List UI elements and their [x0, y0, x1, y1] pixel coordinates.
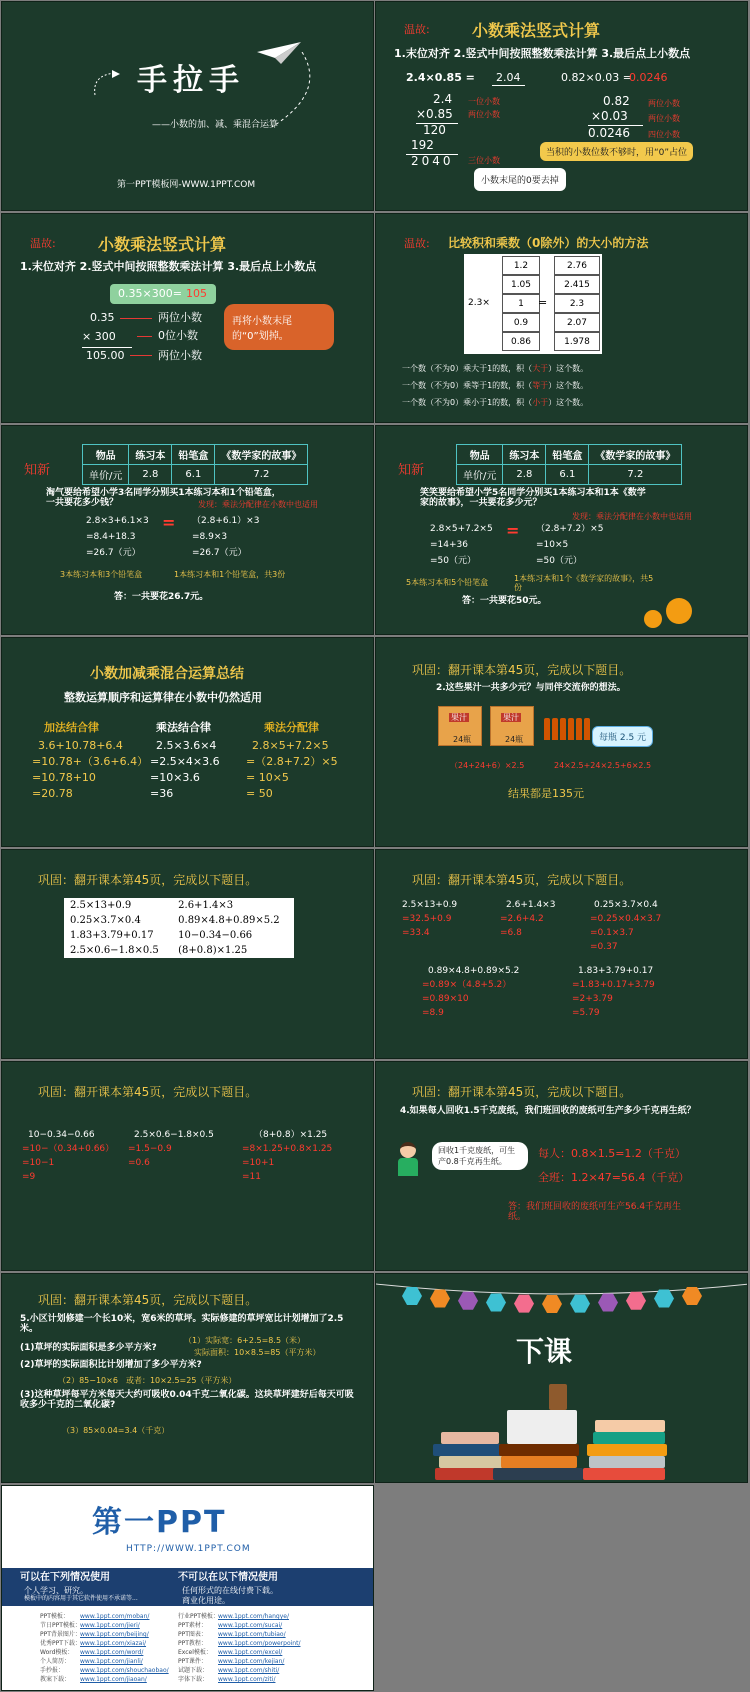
- left-column: [502, 256, 540, 351]
- equation-2-answer: 0.0246: [629, 71, 668, 84]
- decimal-note: 一位小数: [468, 97, 500, 106]
- exercise-step: =11: [242, 1172, 261, 1182]
- link-row: [40, 1630, 169, 1639]
- slide-exercise-answers-2[interactable]: [1, 1061, 374, 1271]
- discovery-note: 发现：乘法分配律在小数中也适用: [198, 500, 318, 509]
- link-url[interactable]: www.1ppt.com/excel/: [218, 1649, 283, 1656]
- law-heading: 乘法分配律: [264, 721, 319, 734]
- slide-title-text: 手拉手: [137, 63, 245, 98]
- slide-heading: 巩固：翻开课本第45页，完成以下题目。: [412, 873, 632, 887]
- exercise-table: [64, 898, 294, 958]
- link-label: PPT图表：: [178, 1631, 207, 1638]
- link-row: [178, 1657, 300, 1666]
- explanation-note: 1本练习本和1个《数学家的故事》，共5份: [514, 574, 654, 593]
- can-use-item: 模板中的内容用于其它软件使用不承诺等...: [24, 1595, 138, 1602]
- slide-title-text: 下课: [516, 1335, 573, 1368]
- table-header-cell: 练习本: [503, 445, 546, 465]
- law-line: = 50: [246, 787, 273, 800]
- explanation-note: 5本练习本和5个铅笔盒: [406, 578, 489, 587]
- link-label: 优秀PPT下载：: [40, 1640, 81, 1647]
- slide-compare-product[interactable]: [375, 213, 748, 423]
- link-row: [40, 1648, 169, 1657]
- link-label: 个人简历：: [40, 1658, 71, 1665]
- right-column: [554, 256, 600, 351]
- slide-vertical-multiplication[interactable]: [375, 1, 748, 211]
- exercise-cell: 2.6+1.4×3: [178, 900, 234, 911]
- arrow: [137, 336, 152, 337]
- rule-text: 1.末位对齐 2.竖式中间按照整数乘法计算 3.最后点上小数点: [394, 47, 691, 60]
- comparison-cell: 2.07: [554, 313, 600, 332]
- link-url[interactable]: www.1ppt.com/hangye/: [218, 1613, 289, 1620]
- link-url[interactable]: www.1ppt.com/xiazai/: [80, 1640, 147, 1647]
- link-label: 节日PPT模板：: [40, 1622, 81, 1629]
- comparison-cell: 2.3: [554, 294, 600, 313]
- link-label: PPT教程：: [178, 1640, 207, 1647]
- calc-line: 全班：1.2×47=56.4（千克）: [538, 1171, 690, 1184]
- law-line: 2.8×5+7.2×5: [252, 739, 329, 752]
- decimal-note: 两位小数: [158, 349, 202, 362]
- link-row: [40, 1666, 169, 1675]
- sub-answer: （3）85×0.04=3.4（千克）: [62, 1426, 170, 1435]
- brand-url: HTTP://WWW.1PPT.COM: [126, 1544, 251, 1554]
- equation-text: 0.35×300=: [118, 287, 182, 300]
- question-text: 淘气要给希望小学3名同学分别买1本练习本和1个铅笔盒，一共要花多少钱？: [46, 488, 281, 509]
- decimal-note: 0位小数: [158, 329, 198, 342]
- exercise-cell: 2.5×0.6−1.8×0.5: [70, 945, 159, 956]
- exercise-step: =5.79: [572, 1008, 600, 1018]
- link-label: PPT素材：: [178, 1622, 207, 1629]
- hexagon-ornament: [598, 1292, 618, 1312]
- hexagon-ornament: [682, 1286, 702, 1306]
- link-row: [40, 1621, 169, 1630]
- work-line: =10×5: [536, 540, 569, 550]
- rule-line: [402, 364, 588, 373]
- juice-box-label: 果汁: [451, 713, 467, 722]
- exercise-cell: 1.83+3.79+0.17: [70, 930, 154, 941]
- question-text: 4.如果每人回收1.5千克废纸，我们班回收的废纸可生产多少千克再生纸？: [400, 1106, 696, 1116]
- exercise-question: 2.5×0.6−1.8×0.5: [134, 1130, 214, 1140]
- juice-box-label: 果汁: [503, 713, 519, 722]
- question-text: 2.这些果汁一共多少元？与同伴交流你的想法。: [436, 683, 626, 693]
- equals-sign: =: [538, 296, 548, 309]
- equation-1: 2.4×0.85 =: [406, 71, 475, 84]
- link-row: [178, 1621, 300, 1630]
- link-label: PPT背景图片：: [40, 1631, 81, 1638]
- vertical-line: ×0.85: [416, 107, 453, 121]
- law-line: =（2.8+7.2）×5: [246, 755, 338, 768]
- slide-new-knowledge-1[interactable]: [1, 425, 374, 635]
- equation-box: [110, 284, 216, 304]
- arrow: [120, 318, 152, 319]
- law-line: =36: [150, 787, 174, 800]
- work-line: （2.8+6.1）×3: [192, 516, 260, 526]
- hexagon-ornament: [542, 1294, 562, 1314]
- rule-line-pre: 一个数（不为0）乘等于1的数，积（: [402, 381, 533, 390]
- exercise-step: =0.89×10: [422, 994, 469, 1004]
- sub-question: (2)草坪的实际面积比计划增加了多少平方米?: [20, 1360, 202, 1370]
- law-line: = 10×5: [246, 771, 289, 784]
- sub-answer: 实际面积：10×8.5=85（平方米）: [194, 1348, 321, 1357]
- juice-box-count: 24瓶: [453, 735, 472, 744]
- exercise-step: =9: [22, 1172, 36, 1182]
- exercise-step: =0.89×（4.8+5.2）: [422, 980, 512, 990]
- rule-line-post: ）这个数。: [548, 381, 589, 390]
- calc-line: 每人：0.8×1.5=1.2（千克）: [538, 1147, 686, 1160]
- link-url[interactable]: www.1ppt.com/word/: [80, 1649, 144, 1656]
- discovery-note: 发现：乘法分配律在小数中也适用: [572, 512, 692, 521]
- slide-heading: 巩固：翻开课本第45页，完成以下题目。: [412, 1085, 632, 1099]
- link-url[interactable]: www.1ppt.com/jiaoan/: [80, 1676, 147, 1683]
- equation-2: 0.82×0.03 =: [561, 71, 632, 84]
- link-list-left: [40, 1612, 169, 1684]
- method-1: （24+24+6）×2.5: [450, 761, 525, 770]
- exercise-cell: 0.25×3.7×0.4: [70, 915, 141, 926]
- multiplier: 2.3×: [468, 298, 490, 308]
- table-header-cell: 铅笔盒: [546, 445, 589, 465]
- review-badge: 温故:: [404, 237, 430, 250]
- hexagon-ornament: [486, 1292, 506, 1312]
- brand-logo: 第一PPT: [92, 1505, 227, 1540]
- exercise-step: =32.5+0.9: [402, 914, 452, 924]
- review-badge: 温故:: [404, 23, 430, 36]
- hexagon-ornament: [402, 1286, 422, 1306]
- link-row: [40, 1675, 169, 1684]
- swirl-decoration: [90, 70, 120, 100]
- vertical-line: 192: [411, 138, 434, 152]
- link-row: [178, 1639, 300, 1648]
- answer-text: 答：一共要花50元。: [462, 596, 547, 606]
- slide-exercise-list[interactable]: [1, 849, 374, 1059]
- slide-heading: 巩固：翻开课本第45页，完成以下题目。: [412, 663, 632, 677]
- law-heading: 加法结合律: [44, 721, 99, 734]
- exercise-question: 0.25×3.7×0.4: [594, 900, 658, 910]
- link-url[interactable]: www.1ppt.com/tubiao/: [218, 1631, 286, 1638]
- orange-circle-decoration: [644, 610, 662, 628]
- slide-heading: 小数加减乘混合运算总结: [90, 666, 244, 682]
- link-row: [40, 1612, 169, 1621]
- table-header-cell: 《数学家的故事》: [589, 445, 682, 465]
- work-line: =26.7（元）: [192, 548, 247, 558]
- decimal-note: 两位小数: [158, 311, 202, 324]
- hexagon-ornament: [626, 1291, 646, 1311]
- new-knowledge-badge: 知新: [398, 463, 425, 478]
- slide-heading: 巩固：翻开课本第45页，完成以下题目。: [38, 873, 258, 887]
- comparison-cell: 1.978: [554, 332, 600, 351]
- link-url[interactable]: www.1ppt.com/jianli/: [80, 1658, 143, 1665]
- table-cell: 7.2: [589, 465, 682, 485]
- explanation-note: 3本练习本和3个铅笔盒: [60, 570, 143, 579]
- hexagon-ornament: [570, 1294, 590, 1314]
- table-header-cell: 练习本: [129, 445, 172, 465]
- table-cell: 7.2: [215, 465, 308, 485]
- table-cell: 单价/元: [457, 465, 503, 485]
- rule-line-post: ）这个数。: [548, 364, 589, 373]
- work-line: =50（元）: [536, 556, 582, 566]
- exercise-step: =33.4: [402, 928, 430, 938]
- vertical-line: 2040: [411, 154, 454, 168]
- juice-box: [438, 706, 482, 746]
- exercise-question: 2.6+1.4×3: [506, 900, 556, 910]
- rule-line: [402, 398, 588, 407]
- slide-class-dismissed[interactable]: [375, 1273, 748, 1483]
- link-label: PPT课件：: [178, 1658, 207, 1665]
- law-line: =2.5×4×3.6: [150, 755, 220, 768]
- exercise-step: =0.6: [128, 1158, 150, 1168]
- rule-line-word: 等于: [532, 381, 549, 390]
- exercise-cell: (8+0.8)×1.25: [178, 945, 248, 956]
- hexagon-ornament: [514, 1294, 534, 1314]
- explanation-note: 1本练习本和1个铅笔盒，共3份: [174, 570, 286, 579]
- price-table: [456, 444, 682, 485]
- exercise-step: =2.6+4.2: [500, 914, 544, 924]
- link-label: 手抄报：: [40, 1667, 65, 1674]
- speech-bubble: 回收1千克废纸，可生产0.8千克再生纸。: [432, 1142, 528, 1170]
- link-label: 行业PPT模板：: [178, 1613, 219, 1620]
- law-line: =10.78+10: [32, 771, 96, 784]
- link-row: [40, 1639, 169, 1648]
- cannot-use-item: 商业化用途。: [182, 1596, 230, 1605]
- slide-heading: 小数乘法竖式计算: [98, 235, 227, 254]
- slide-ad[interactable]: [1, 1485, 374, 1691]
- exercise-step: =0.1×3.7: [590, 928, 634, 938]
- zero-placeholder-tip: 当积的小数位数不够时，用“0”占位: [540, 142, 693, 161]
- hexagon-ornament: [458, 1291, 478, 1311]
- slide-exercise-answers-1[interactable]: [375, 849, 748, 1059]
- vertical-line: 2.4: [433, 92, 453, 106]
- table-cell: 2.8: [503, 465, 546, 485]
- link-url[interactable]: www.1ppt.com/shiti/: [218, 1667, 280, 1674]
- comparison-cell: 2.76: [554, 256, 600, 275]
- link-row: [40, 1657, 169, 1666]
- equals-sign: =: [162, 513, 176, 532]
- work-line: =26.7（元）: [86, 548, 141, 558]
- slide-heading: 小数乘法竖式计算: [472, 21, 601, 40]
- table-header-cell: 物品: [83, 445, 129, 465]
- equals-sign: =: [506, 521, 520, 540]
- juice-bottles: [544, 718, 590, 740]
- trailing-zero-bubble: 小数末尾的0要去掉: [474, 168, 566, 191]
- sub-question: (3)这种草坪每平方米每天大约可吸收0.04千克二氧化碳。这块草坪建好后每天可吸收多少千克的二氧化碳?: [20, 1390, 354, 1411]
- new-knowledge-badge: 知新: [24, 463, 51, 478]
- work-line: 2.8×3+6.1×3: [86, 516, 149, 526]
- decimal-note: 两位小数: [648, 99, 680, 108]
- question-text: 笑笑要给希望小学5名同学分别买1本练习本和1本《数学家的故事》，一共要花多少元？: [420, 488, 646, 509]
- link-url[interactable]: www.1ppt.com/sucai/: [218, 1622, 283, 1629]
- link-url[interactable]: www.1ppt.com/moban/: [80, 1613, 150, 1620]
- hexagon-bunting: [402, 1286, 702, 1314]
- comparison-cell: 1.05: [502, 275, 540, 294]
- vertical-line: 0.82: [603, 94, 630, 108]
- decimal-note: 两位小数: [648, 114, 680, 123]
- table-cell: 2.8: [129, 465, 172, 485]
- exercise-step: =8.9: [422, 1008, 444, 1018]
- table-header-cell: 铅笔盒: [172, 445, 215, 465]
- exercise-step: =1.83+0.17+3.79: [572, 980, 655, 990]
- exercise-cell: 2.5×13+0.9: [70, 900, 132, 911]
- link-url[interactable]: www.1ppt.com/jieri/: [80, 1622, 140, 1629]
- answer-text: 答：我们班回收的废纸可生产56.4千克再生纸。: [508, 1202, 682, 1223]
- table-cell: 6.1: [546, 465, 589, 485]
- divider: [82, 347, 132, 348]
- link-url[interactable]: www.1ppt.com/powerpoint/: [218, 1640, 301, 1647]
- table-header-cell: 物品: [457, 445, 503, 465]
- slide-footer: 第一PPT模板网-WWW.1PPT.COM: [117, 180, 256, 190]
- summary-subtitle: 整数运算顺序和运算律在小数中仍然适用: [64, 691, 262, 704]
- exercise-step: =2+3.79: [572, 994, 613, 1004]
- work-line: =14+36: [430, 540, 468, 550]
- review-badge: 温故:: [30, 237, 56, 250]
- table-header-cell: 《数学家的故事》: [215, 445, 308, 465]
- link-row: [178, 1666, 300, 1675]
- slide-title[interactable]: [1, 1, 374, 211]
- exercise-question: 1.83+3.79+0.17: [578, 966, 654, 976]
- decimal-note: 两位小数: [468, 110, 500, 119]
- comparison-cell: 1: [502, 294, 540, 313]
- law-heading: 乘法结合律: [156, 721, 211, 734]
- exercise-cell: 0.89×4.8+0.89×5.2: [178, 915, 280, 926]
- rule-line: [402, 381, 588, 390]
- exercise-question: 2.5×13+0.9: [402, 900, 458, 910]
- price-table: [82, 444, 308, 485]
- juice-box-count: 24瓶: [505, 735, 524, 744]
- hexagon-ornament: [430, 1288, 450, 1308]
- vertical-line: 0.0246: [588, 126, 630, 140]
- work-line: =8.9×3: [192, 532, 228, 542]
- exercise-step: =8×1.25+0.8×1.25: [242, 1144, 333, 1154]
- link-url[interactable]: www.1ppt.com/shouchaobao/: [80, 1667, 169, 1674]
- link-label: PPT模板：: [40, 1613, 69, 1620]
- orange-circle-decoration: [666, 598, 692, 624]
- exercise-question: 10−0.34−0.66: [28, 1130, 95, 1140]
- rule-text: 1.末位对齐 2.竖式中间按照整数乘法计算 3.最后点上小数点: [20, 260, 317, 273]
- usage-band: [2, 1568, 374, 1606]
- comparison-cell: 1.2: [502, 256, 540, 275]
- question-text: 5.小区计划修建一个长10米，宽6米的草坪。实际修建的草坪宽比计划增加了2.5米。: [20, 1314, 344, 1335]
- slide-heading: 比较积和乘数（0除外）的大小的方法: [448, 236, 649, 250]
- arrow: [130, 355, 152, 356]
- slide-heading: 巩固：翻开课本第45页，完成以下题目。: [38, 1293, 258, 1307]
- rule-line-word: 小于: [532, 398, 549, 407]
- vertical-line: 105.00: [86, 349, 125, 362]
- comparison-cell: 2.415: [554, 275, 600, 294]
- table-cell: 单价/元: [83, 465, 129, 485]
- link-label: 字体下载：: [178, 1676, 209, 1683]
- sub-question: (1)草坪的实际面积是多少平方米?: [20, 1343, 157, 1353]
- exercise-step: =6.8: [500, 928, 522, 938]
- slide-vertical-multiplication-2[interactable]: [1, 213, 374, 423]
- link-row: [178, 1675, 300, 1684]
- work-line: 2.8×5+7.2×5: [430, 524, 493, 534]
- comparison-table: [464, 254, 602, 354]
- book-stack-illustration: [431, 1384, 701, 1480]
- equation-answer: 105: [186, 287, 207, 300]
- link-url[interactable]: www.1ppt.com/beijing/: [80, 1631, 149, 1638]
- link-label: Word模板：: [40, 1649, 74, 1656]
- exercise-step: =1.5−0.9: [128, 1144, 172, 1154]
- slide-subtitle: ——小数的加、减、乘混合运算: [152, 120, 279, 130]
- decimal-note: 三位小数: [468, 156, 500, 165]
- link-row: [178, 1612, 300, 1621]
- rule-line-word: 大于: [532, 364, 549, 373]
- sub-answer: （1）实际宽：6+2.5=8.5（米）: [184, 1336, 306, 1345]
- rule-line-post: ）这个数。: [548, 398, 589, 407]
- cannot-use-item: 任何形式的在线付费下载。: [182, 1586, 278, 1595]
- hexagon-ornament: [654, 1288, 674, 1308]
- vertical-line: 120: [423, 123, 446, 137]
- vertical-line: 0.35: [90, 311, 115, 324]
- link-row: [178, 1630, 300, 1639]
- link-url[interactable]: www.1ppt.com/ziti/: [218, 1676, 276, 1683]
- can-use-item: 个人学习、研究。: [24, 1586, 88, 1595]
- vertical-line: ×0.03: [591, 109, 628, 123]
- method-2: 24×2.5+24×2.5+6×2.5: [554, 761, 652, 770]
- exercise-step: =10+1: [242, 1158, 275, 1168]
- can-use-title: 可以在下列情况使用: [20, 1572, 110, 1583]
- slide-paper-recycling[interactable]: [375, 1061, 748, 1271]
- law-line: 2.5×3.6×4: [156, 739, 217, 752]
- slide-lawn-problem[interactable]: [1, 1273, 374, 1483]
- sub-answer: （2）85−10×6 或者：10×2.5=25（平方米）: [58, 1376, 237, 1385]
- cross-out-bubble: 再将小数末尾的“0”划掉。: [224, 304, 334, 350]
- vertical-line: × 300: [82, 330, 116, 343]
- link-label: Excel模板：: [178, 1649, 212, 1656]
- slide-heading: 巩固：翻开课本第45页，完成以下题目。: [38, 1085, 258, 1099]
- rule-line-pre: 一个数（不为0）乘大于1的数，积（: [402, 364, 533, 373]
- exercise-step: =10−（0.34+0.66）: [22, 1144, 115, 1154]
- equation-1-answer: 2.04: [492, 72, 525, 86]
- exercise-step: =0.25×0.4×3.7: [590, 914, 662, 924]
- exercise-question: （8+0.8）×1.25: [254, 1130, 328, 1140]
- answer-text: 答：一共要花26.7元。: [114, 592, 209, 602]
- decimal-note: 四位小数: [648, 130, 680, 139]
- comparison-cell: 0.9: [502, 313, 540, 332]
- rule-line-pre: 一个数（不为0）乘小于1的数，积（: [402, 398, 533, 407]
- exercise-step: =0.37: [590, 942, 618, 952]
- comparison-cell: 0.86: [502, 332, 540, 351]
- link-label: 试题下载：: [178, 1667, 209, 1674]
- link-list-right: [178, 1612, 300, 1684]
- exercise-question: 0.89×4.8+0.89×5.2: [428, 966, 520, 976]
- slide-new-knowledge-2[interactable]: [375, 425, 748, 635]
- law-line: 3.6+10.78+6.4: [38, 739, 123, 752]
- slide-summary[interactable]: [1, 637, 374, 847]
- link-label: 教案下载：: [40, 1676, 71, 1683]
- slide-juice-problem[interactable]: [375, 637, 748, 847]
- link-url[interactable]: www.1ppt.com/kejian/: [218, 1658, 285, 1665]
- link-row: [178, 1648, 300, 1657]
- work-line: =8.4+18.3: [86, 532, 136, 542]
- law-line: =10×3.6: [150, 771, 200, 784]
- price-tag: 每瓶 2.5 元: [592, 726, 653, 747]
- law-line: =20.78: [32, 787, 73, 800]
- table-cell: 6.1: [172, 465, 215, 485]
- juice-box: [490, 706, 534, 746]
- student-avatar: [396, 1142, 420, 1176]
- work-line: （2.8+7.2）×5: [536, 524, 604, 534]
- exercise-cell: 10−0.34−0.66: [178, 930, 253, 941]
- law-line: =10.78+（3.6+6.4）: [32, 755, 149, 768]
- result-text: 结果都是135元: [508, 787, 584, 800]
- cannot-use-title: 不可以在以下情况使用: [178, 1572, 278, 1583]
- work-line: =50（元）: [430, 556, 476, 566]
- exercise-step: =10−1: [22, 1158, 55, 1168]
